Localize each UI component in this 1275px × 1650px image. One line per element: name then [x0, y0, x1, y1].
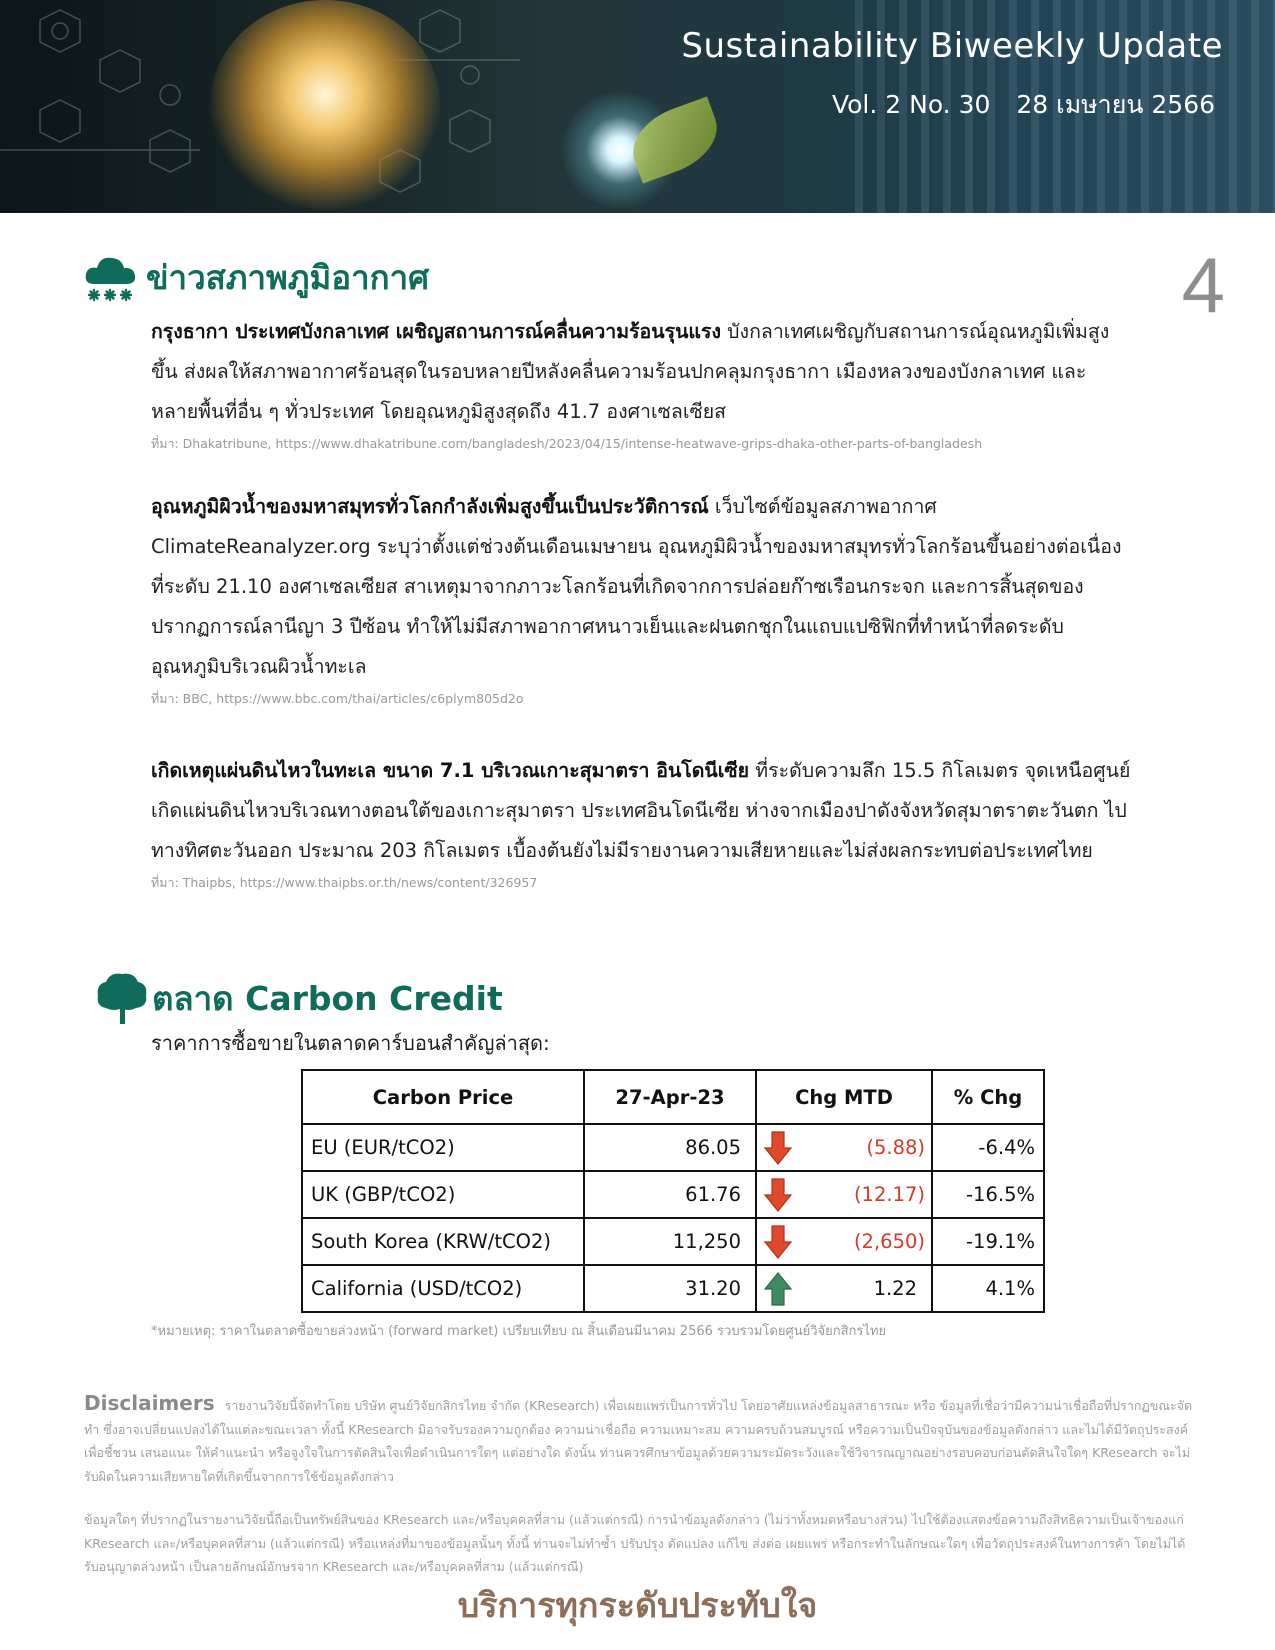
change-cell: [756, 1124, 932, 1171]
percent-change: -16.5%: [932, 1171, 1044, 1218]
issue-info: [806, 85, 1215, 125]
red-down-arrow-icon: [763, 1177, 793, 1213]
news-headline: กรุงธากา ประเทศบังกลาเทศ เผชิญสถานการณ์คลื่นความร้อนรุนแรง: [151, 320, 721, 343]
percent-change: -6.4%: [932, 1124, 1044, 1171]
market-label: UK (GBP/tCO2): [302, 1171, 584, 1218]
table-footnote: *หมายเหตุ: ราคาในตลาดซื้อขายล่วงหน้า (forward market) เปรียบเทียบ ณ สิ้นเดือนมีนาคม 2566 รวบรวมโดยศูนย์วิจัยกสิกรไทย: [151, 1324, 887, 1339]
news-paragraph: [151, 751, 1131, 871]
change-value: (2,650): [853, 1230, 925, 1253]
issue-date: 28 เมษายน 2566: [1016, 90, 1215, 119]
news-source: ที่มา: BBC, https://www.bbc.com/thai/articles/c6plym805d2o: [151, 691, 524, 706]
news-headline: เกิดเหตุแผ่นดินไหวในทะเล ขนาด 7.1 บริเวณเกาะสุมาตรา อินโดนีเซีย: [151, 759, 750, 782]
cloud-snow-icon: [82, 250, 138, 304]
newsletter-title: Sustainability Biweekly Update: [681, 26, 1223, 66]
news-item: [151, 487, 1131, 709]
red-down-arrow-icon: [763, 1130, 793, 1166]
carbon-heading-text: ตลาด Carbon Credit: [152, 978, 503, 1018]
weather-heading-text: ข่าวสภาพภูมิอากาศ: [146, 257, 430, 297]
column-header: Chg MTD: [756, 1070, 932, 1124]
news-paragraph: [151, 487, 1131, 687]
table-row: [302, 1218, 1044, 1265]
volume-number: Vol. 2 No. 30: [831, 90, 991, 119]
tree-icon: [94, 970, 150, 1026]
table-header-row: [302, 1070, 1044, 1124]
red-down-arrow-icon: [763, 1224, 793, 1260]
news-source: ที่มา: Thaipbs, https://www.thaipbs.or.th/news/content/326957: [151, 875, 538, 890]
price-value: 11,250: [584, 1218, 756, 1265]
header-banner: [0, 0, 1275, 213]
market-label: EU (EUR/tCO2): [302, 1124, 584, 1171]
change-cell: [756, 1265, 932, 1312]
market-label: California (USD/tCO2): [302, 1265, 584, 1312]
column-header: % Chg: [932, 1070, 1044, 1124]
column-header: Carbon Price: [302, 1070, 584, 1124]
market-label: South Korea (KRW/tCO2): [302, 1218, 584, 1265]
percent-change: 4.1%: [932, 1265, 1044, 1312]
price-value: 61.76: [584, 1171, 756, 1218]
news-item: [151, 751, 1131, 893]
news-headline: อุณหภูมิผิวน้ำของมหาสมุทรทั่วโลกกำลังเพิ่มสูงขึ้นเป็นประวัติการณ์: [151, 495, 709, 518]
news-body: เว็บไซต์ข้อมูลสภาพอากาศ ClimateReanalyzer.org ระบุว่าตั้งแต่ช่วงต้นเดือนเมษายน อุณหภูมิผิวน้ำของมหาสมุทรทั่วโลกร้อนขึ้นอย่างต่อเนื่อง ที่ระดับ 21.10 องศาเซลเซียส สาเหตุมาจากภาวะโลกร้อนที่เกิดจากการปล่อยก๊าซเรือนกระจก และการสิ้นสุดของปรากฏการณ์ลานีญา 3 ปีซ้อน ทำให้ไม่มีสภาพอากาศหนาวเย็นและฝนตกชุกในแถบแปซิฟิกที่ทำหน้าที่ลดระดับอุณหภูมิบริเวณผิวน้ำทะเล: [151, 495, 1122, 678]
disclaimer-heading: Disclaimers: [84, 1391, 215, 1415]
disclaimer-paragraph-2: ข้อมูลใดๆ ที่ปรากฏในรายงานวิจัยนี้ถือเป็นทรัพย์สินของ KResearch และ/หรือบุคคลที่สาม (แล้วแต่กรณี) การนำข้อมูลดังกล่าว (ไม่ว่าทั้งหมดหรือบางส่วน) ไปใช้ต้องแสดงข้อความถึงสิทธิความเป็นเจ้าของแก่ KResearch และ/หรือบุคคลที่สาม (แล้วแต่กรณี) หรือแหล่งที่มาของข้อมูลนั้นๆ ทั้งนี้ ท่านจะไม่ทำซ้ำ ปรับปรุง ดัดแปลง แก้ไข ส่งต่อ เผยแพร่ หรือกระทำในลักษณะใดๆ เพื่อวัตถุประสงค์ในทางการค้า โดยไม่ได้รับอนุญาตล่วงหน้า เป็นลายลักษณ์อักษรจาก KResearch และ/หรือบุคคลที่สาม (แล้วแต่กรณี): [84, 1512, 1186, 1574]
news-body: ที่ระดับความลึก 15.5 กิโลเมตร จุดเหนือศูนย์เกิดแผ่นดินไหวบริเวณทางตอนใต้ของเกาะสุมาตรา ประเทศอินโดนีเซีย ห่างจากเมืองปาดังจังหวัดสุมาตราตะวันตก ไปทางทิศตะวันออก ประมาณ 203 กิโลเมตร เบื้องต้นยังไม่มีรายงานความเสียหายและไม่ส่งผลกระทบต่อประเทศไทย: [151, 759, 1131, 862]
news-body: บังกลาเทศเผชิญกับสถานการณ์อุณหภูมิเพิ่มสูงขึ้น ส่งผลให้สภาพอากาศร้อนสุดในรอบหลายปีหลังคลื่นความร้อนปกคลุมกรุงธากา เมืองหลวงของบังกลาเทศ และหลายพื้นที่อื่น ๆ ทั่วประเทศ โดยอุณหภูมิสูงสุดถึง 41.7 องศาเซลเซียส: [151, 320, 1110, 423]
change-cell: [756, 1218, 932, 1265]
carbon-section-heading: [94, 970, 503, 1026]
change-value: (12.17): [853, 1183, 925, 1206]
table-row: [302, 1265, 1044, 1312]
news-source: ที่มา: Dhakatribune, https://www.dhakatribune.com/bangladesh/2023/04/15/intense-heatwave-grips-dhaka-other-parts-of-bangladesh: [151, 436, 983, 451]
percent-change: -19.1%: [932, 1218, 1044, 1265]
table-row: [302, 1171, 1044, 1218]
weather-section-heading: [82, 250, 429, 304]
disclaimer-paragraph: [84, 1392, 1199, 1488]
table-row: [302, 1124, 1044, 1171]
price-value: 31.20: [584, 1265, 756, 1312]
carbon-price-table: [301, 1069, 1045, 1313]
change-value: 1.22: [873, 1277, 917, 1300]
disclaimer-text: รายงานวิจัยนี้จัดทำโดย บริษัท ศูนย์วิจัยกสิกรไทย จำกัด (KResearch) เพื่อเผยแพร่เป็นการทั่วไป โดยอาศัยแหล่งข้อมูลสาธารณะ หรือ ข้อมูลที่เชื่อว่ามีความน่าเชื่อถือที่ปรากฏขณะจัดทำ ซึ่งอาจเปลี่ยนแปลงได้ในแต่ละขณะเวลา ทั้งนี้ KResearch มิอาจรับรองความถูกต้อง ความน่าเชื่อถือ ความเหมาะสม ความครบถ้วนสมบูรณ์ หรือความเป็นปัจจุบันของข้อมูลดังกล่าว และไม่ได้มีวัตถุประสงค์เพื่อชี้ชวน เสนอแนะ ให้คำแนะนำ หรือจูงใจในการตัดสินใจเพื่อดำเนินการใดๆ แต่อย่างใด ดังนั้น ท่านควรศึกษาข้อมูลด้วยความระมัดระวังและใช้วิจารณญาณอย่างรอบคอบก่อนตัดสินใจใดๆ KResearch จะไม่รับผิดในความเสียหายใดที่เกิดขึ้นจากการใช้ข้อมูลดังกล่าว: [84, 1398, 1193, 1484]
news-item: [151, 312, 1131, 454]
green-up-arrow-icon: [763, 1271, 793, 1307]
news-paragraph: [151, 312, 1131, 432]
price-value: 86.05: [584, 1124, 756, 1171]
page-number: 4: [1181, 241, 1225, 329]
tagline: บริการทุกระดับประทับใจ: [457, 1586, 818, 1626]
change-value: (5.88): [866, 1136, 925, 1159]
change-cell: [756, 1171, 932, 1218]
column-header: 27-Apr-23: [584, 1070, 756, 1124]
carbon-subtitle: ราคาการซื้อขายในตลาดคาร์บอนสำคัญล่าสุด:: [151, 1031, 550, 1055]
